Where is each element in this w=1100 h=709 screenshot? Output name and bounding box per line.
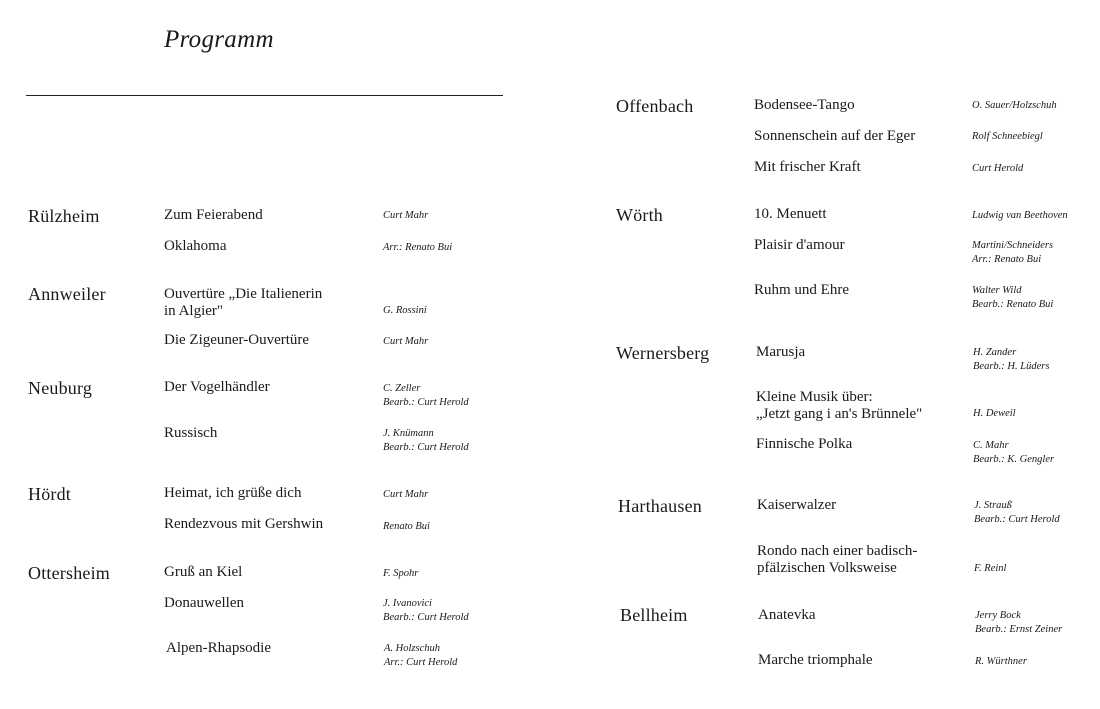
composer: J. Ivanovici Bearb.: Curt Herold [383,598,469,623]
composer: Arr.: Renato Bui [383,242,453,253]
piece-title: Die Zigeuner-Ouvertüre [164,332,310,348]
piece-title: Donauwellen [164,595,244,611]
piece-title: 10. Menuett [754,206,827,222]
piece-title: Finnische Polka [756,436,853,452]
piece-title: Alpen-Rhapsodie [166,640,271,656]
composer: Renato Bui [383,521,430,532]
place-name: Bellheim [620,605,688,625]
composer: J. Strauß Bearb.: Curt Herold [974,500,1060,525]
piece-title: Kaiserwalzer [757,497,837,513]
composer: F. Spohr [383,568,419,579]
composer: R. Würthner [975,656,1027,667]
place-name: Wörth [616,205,663,225]
place-name: Offenbach [616,96,694,116]
place-name: Ottersheim [28,563,110,583]
piece-title: Ruhm und Ehre [754,282,849,298]
composer: Rolf Schneebiegl [972,131,1043,142]
composer: Ludwig van Beethoven [972,210,1068,221]
composer: Jerry Bock Bearb.: Ernst Zeiner [975,610,1063,635]
piece-title: Oklahoma [164,238,227,254]
composer: C. Mahr Bearb.: K. Gengler [973,440,1055,465]
piece-title: Marche triomphale [758,652,873,668]
composer: Curt Herold [972,163,1024,174]
place-name: Neuburg [28,378,93,398]
piece-title: Der Vogelhändler [164,379,270,395]
composer: C. Zeller Bearb.: Curt Herold [383,383,469,408]
place-name: Wernersberg [616,343,710,363]
place-name: Harthausen [618,496,702,516]
piece-title: Plaisir d'amour [754,237,845,253]
composer: Curt Mahr [383,210,429,221]
piece-title: Rendezvous mit Gershwin [164,516,324,532]
composer: O. Sauer/Holzschuh [972,100,1057,111]
piece-title: Ouvertüre „Die Italienerin in Algier" [164,286,323,319]
composer: H. Zander Bearb.: H. Lüders [973,347,1050,372]
composer: H. Deweil [973,408,1016,419]
composer: Curt Mahr [383,489,429,500]
composer: Martini/Schneiders Arr.: Renato Bui [972,240,1054,265]
piece-title: Zum Feierabend [164,207,263,223]
piece-title: Sonnenschein auf der Eger [754,128,916,144]
composer: A. Holzschuh Arr.: Curt Herold [384,643,458,668]
composer: Curt Mahr [383,336,429,347]
piece-title: Heimat, ich grüße dich [164,485,302,501]
piece-title: Mit frischer Kraft [754,159,861,175]
composer: G. Rossini [383,305,427,316]
place-name: Hördt [28,484,71,504]
place-name: Annweiler [28,284,106,304]
piece-title: Rondo nach einer badisch- pfälzischen Volksweise [757,543,918,576]
place-name: Rülzheim [28,206,100,226]
page-title: Programm [164,26,274,53]
piece-title: Bodensee-Tango [754,97,855,113]
piece-title: Marusja [756,344,806,360]
piece-title: Gruß an Kiel [164,564,243,580]
piece-title: Russisch [164,425,218,441]
composer: Walter Wild Bearb.: Renato Bui [972,285,1054,310]
piece-title: Anatevka [758,607,816,623]
title-divider [26,95,503,96]
composer: F. Reinl [974,563,1007,574]
piece-title: Kleine Musik über: „Jetzt gang i an's Brünnele" [756,389,923,422]
composer: J. Knümann Bearb.: Curt Herold [383,428,469,453]
